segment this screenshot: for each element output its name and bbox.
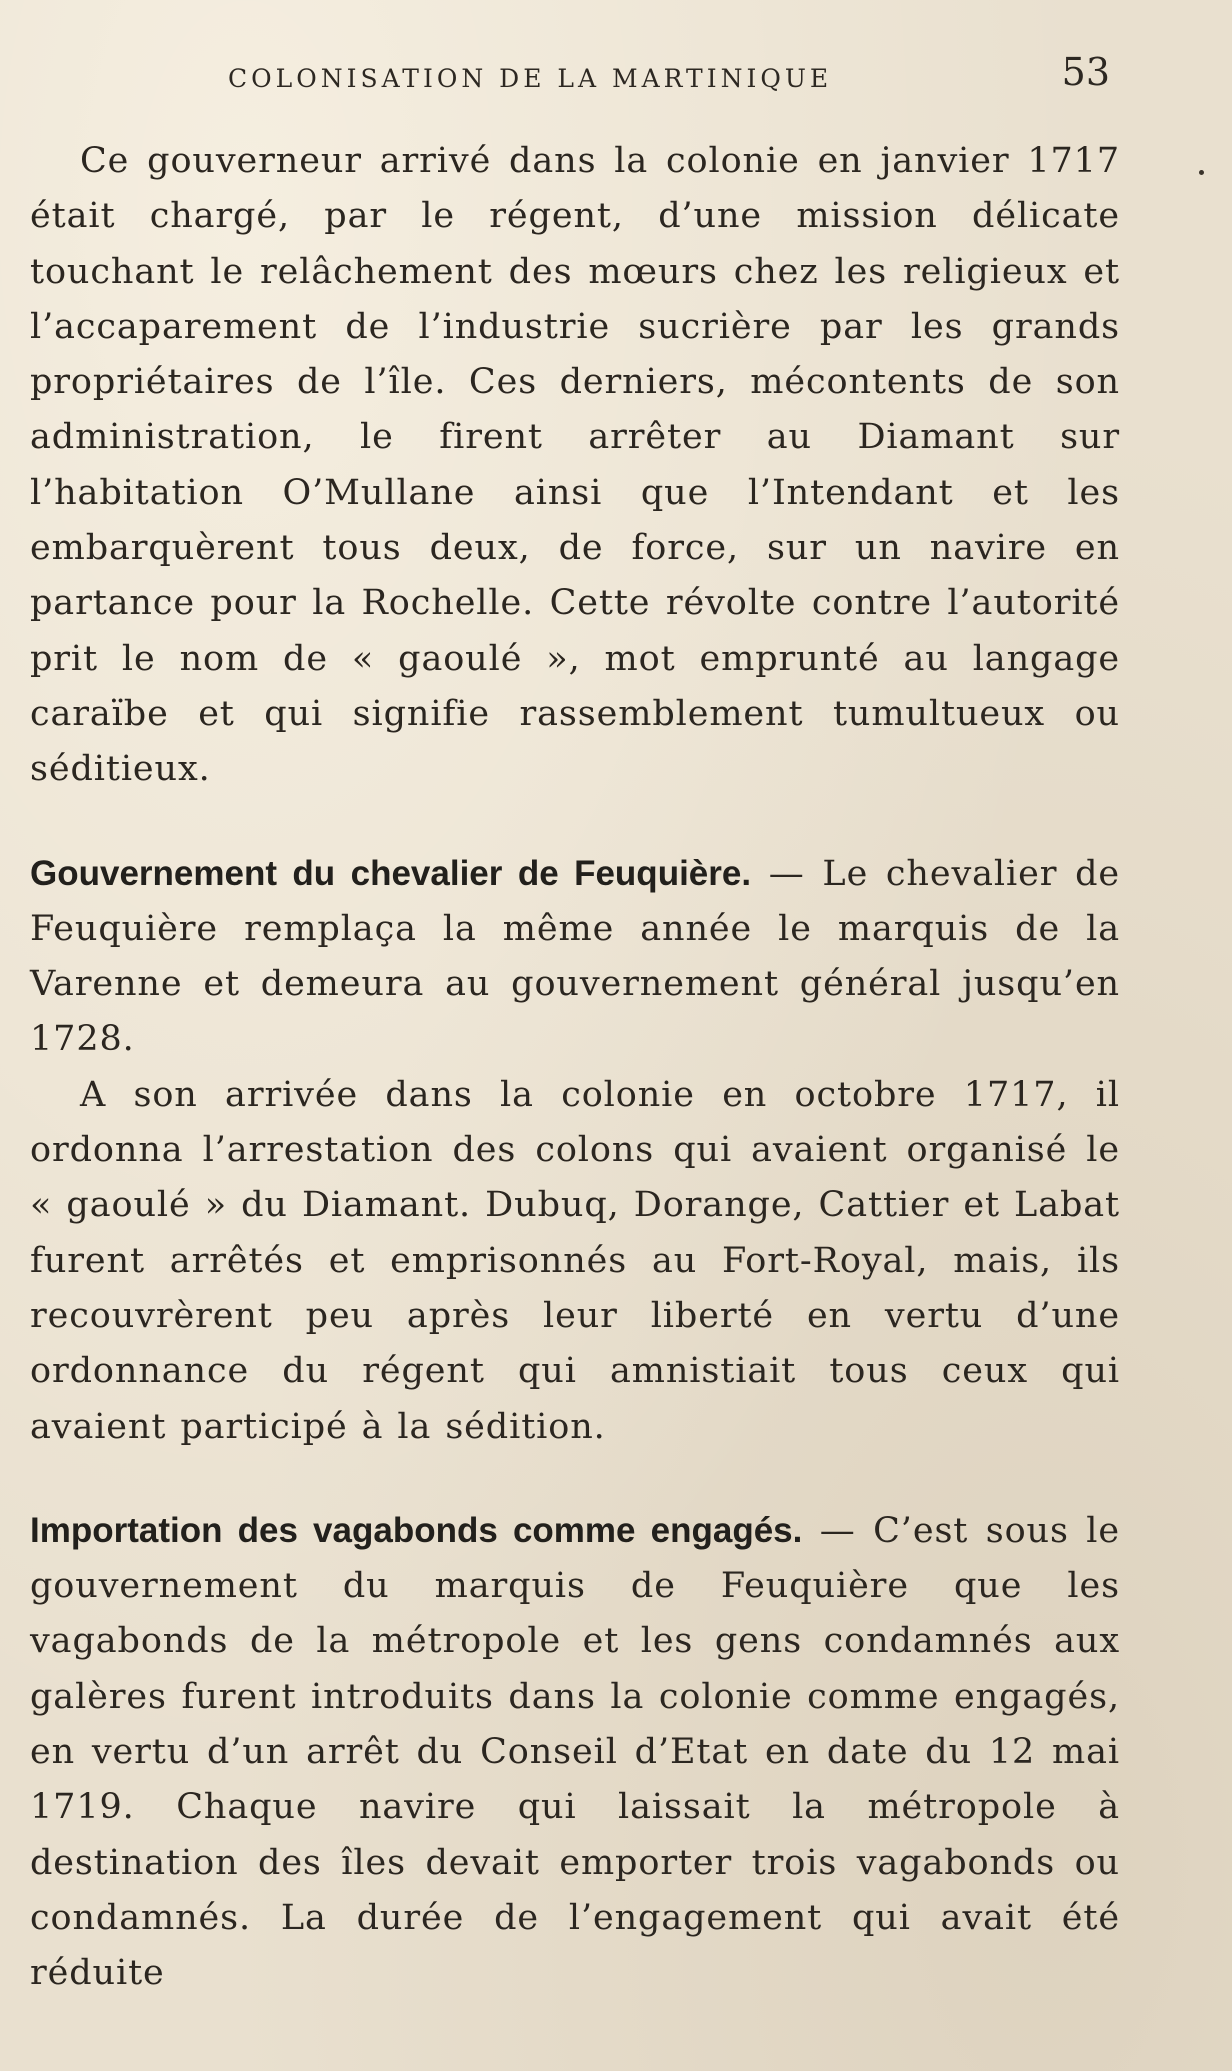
running-title: COLONISATION DE LA MARTINIQUE [228, 64, 833, 93]
paragraph-text: — C’est sous le gouvernement du marquis de Feuquière que les vagabonds de la métropole et les gens condamnés aux galères furent introduits dans la colonie comme engagés, en vertu d’un arrêt du Conseil d’Etat en date du 12 mai 1719. Chaque navire qui laissait la métropole à destination des îles devait emporter trois vagabonds ou condamnés. La durée de l’engagement qui avait été réduite [30, 1510, 1120, 1994]
page-number: 53 [1061, 50, 1110, 94]
print-speck [1199, 170, 1204, 175]
paragraph-arrestation [30, 1068, 1120, 1455]
paragraph-text: — Le chevalier de Feuquière remplaça la même année le marquis de la Varenne et demeura au gouvernement général jusqu’en 1728. [30, 853, 1120, 1060]
section-heading: Gouvernement du chevalier de Feuquière. [30, 853, 752, 893]
paragraph-text: A son arrivée dans la colonie en octobre 1717, il ordonna l’arrestation des colons qui avaient organisé le « gaoulé » du Diamant. Dubuq, Dorange, Cattier et Labat furent arrêtés et emprisonnés au Fort-Royal, mais, ils recouvrèrent peu après leur liberté en vertu d’une ordonnance du régent qui amnistiait tous ceux qui avaient participé à la sédition. [30, 1074, 1120, 1447]
paragraph-text: Ce gouverneur arrivé dans la colonie en janvier 1717 était chargé, par le régent, d’une mission délicate touchant le relâchement des mœurs chez les religieux et l’accaparement de l’industrie sucrière par les grands propriétaires de l’île. Ces derniers, mécontents de son administration, le firent arrêter au Diamant sur l’habitation O’Mullane ainsi que l’Intendant et les embarquèrent tous deux, de force, sur un navire en partance pour la Rochelle. Cette révolte contre l’autorité prit le nom de « gaoulé », mot emprunté au langage caraïbe et qui signifie rassemblement tumultueux ou séditieux. [30, 141, 1120, 790]
running-header [30, 50, 1110, 110]
section-vagabonds [30, 1503, 1120, 2002]
paragraph-gaoule [30, 134, 1120, 798]
section-heading: Importation des vagabonds comme engagés. [30, 1510, 803, 1550]
body-text [30, 134, 1120, 2002]
section-feuquiere [30, 846, 1120, 1068]
